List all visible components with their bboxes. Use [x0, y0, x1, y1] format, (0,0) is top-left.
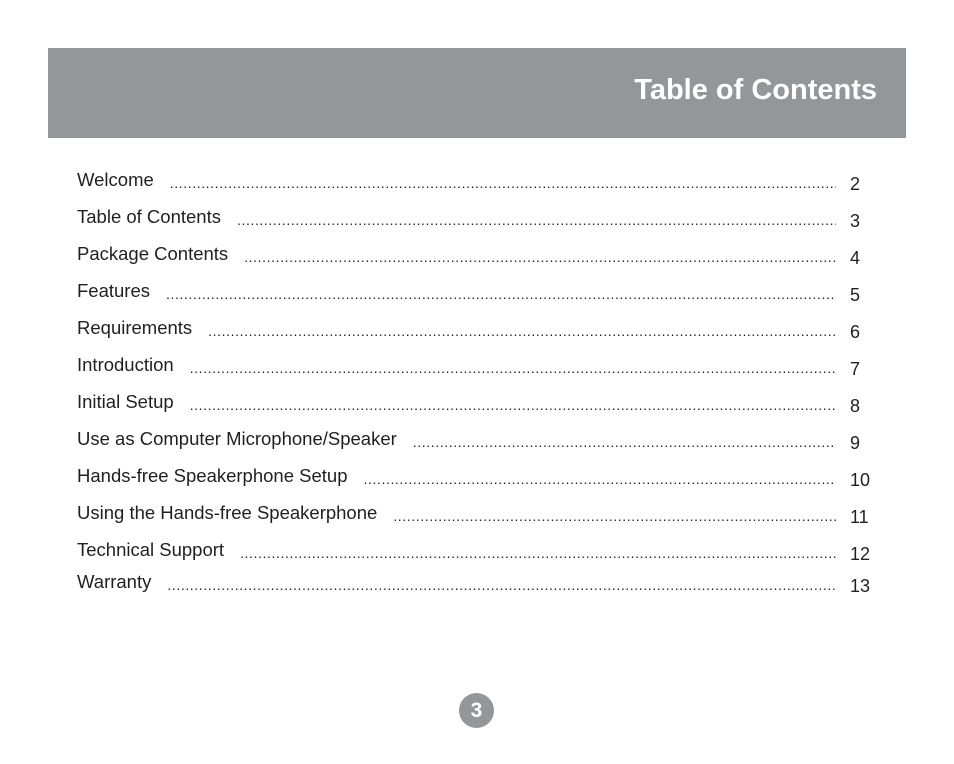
toc-entry-label: Welcome — [77, 169, 154, 190]
toc-entry-warranty[interactable] — [77, 570, 877, 602]
dot-leader — [190, 353, 836, 377]
toc-entry-introduction[interactable] — [77, 353, 877, 390]
dot-leader — [190, 390, 836, 414]
toc-entry-initial-setup[interactable] — [77, 390, 877, 427]
toc-entry-requirements[interactable] — [77, 316, 877, 353]
dot-leader — [237, 205, 836, 229]
toc-entry-using-speakerphone[interactable] — [77, 501, 877, 538]
toc-entry-computer-microphone-speaker[interactable] — [77, 427, 877, 464]
toc-entry-label: Warranty — [77, 571, 152, 592]
toc-entry-label: Requirements — [77, 317, 193, 338]
page-title: Table of Contents — [634, 74, 877, 106]
dot-leader — [170, 168, 836, 192]
dot-leader — [413, 427, 836, 451]
toc-entry-page: 3 — [850, 211, 861, 231]
toc-entry-label: Using the Hands-free Speakerphone — [77, 502, 378, 523]
toc-entry-label: Table of Contents — [77, 206, 221, 227]
toc-entry-page: 4 — [850, 248, 861, 268]
toc-entry-page: 8 — [850, 396, 861, 416]
toc-entry-label: Technical Support — [77, 539, 225, 560]
dot-leader — [240, 538, 836, 562]
dot-leader — [244, 242, 836, 266]
page-number-badge: 3 — [459, 693, 494, 728]
toc-entry-label: Package Contents — [77, 243, 229, 264]
toc-entry-page: 11 — [850, 507, 869, 527]
toc-entry-label: Hands-free Speakerphone Setup — [77, 465, 348, 486]
toc-entry-label: Use as Computer Microphone/Speaker — [77, 428, 397, 449]
toc-entry-page: 10 — [850, 470, 871, 490]
toc-entry-page: 12 — [850, 544, 871, 564]
toc-entry-page: 5 — [850, 285, 861, 305]
toc-entry-page: 9 — [850, 433, 861, 453]
toc-entry-label: Initial Setup — [77, 391, 174, 412]
header-band — [48, 48, 906, 138]
toc-entry-speakerphone-setup[interactable] — [77, 464, 877, 501]
table-of-contents — [77, 168, 877, 602]
toc-entry-page: 13 — [850, 576, 871, 596]
dot-leader — [364, 464, 837, 488]
toc-entry-package-contents[interactable] — [77, 242, 877, 279]
toc-entry-welcome[interactable] — [77, 168, 877, 205]
toc-entry-table-of-contents[interactable] — [77, 205, 877, 242]
dot-leader — [167, 570, 836, 594]
dot-leader — [208, 316, 836, 340]
toc-entry-label: Introduction — [77, 354, 174, 375]
toc-entry-page: 2 — [850, 174, 861, 194]
toc-entry-features[interactable] — [77, 279, 877, 316]
dot-leader — [166, 279, 836, 303]
dot-leader — [393, 501, 836, 525]
toc-entry-label: Features — [77, 280, 151, 301]
toc-entry-page: 6 — [850, 322, 861, 342]
toc-entry-page: 7 — [850, 359, 861, 379]
